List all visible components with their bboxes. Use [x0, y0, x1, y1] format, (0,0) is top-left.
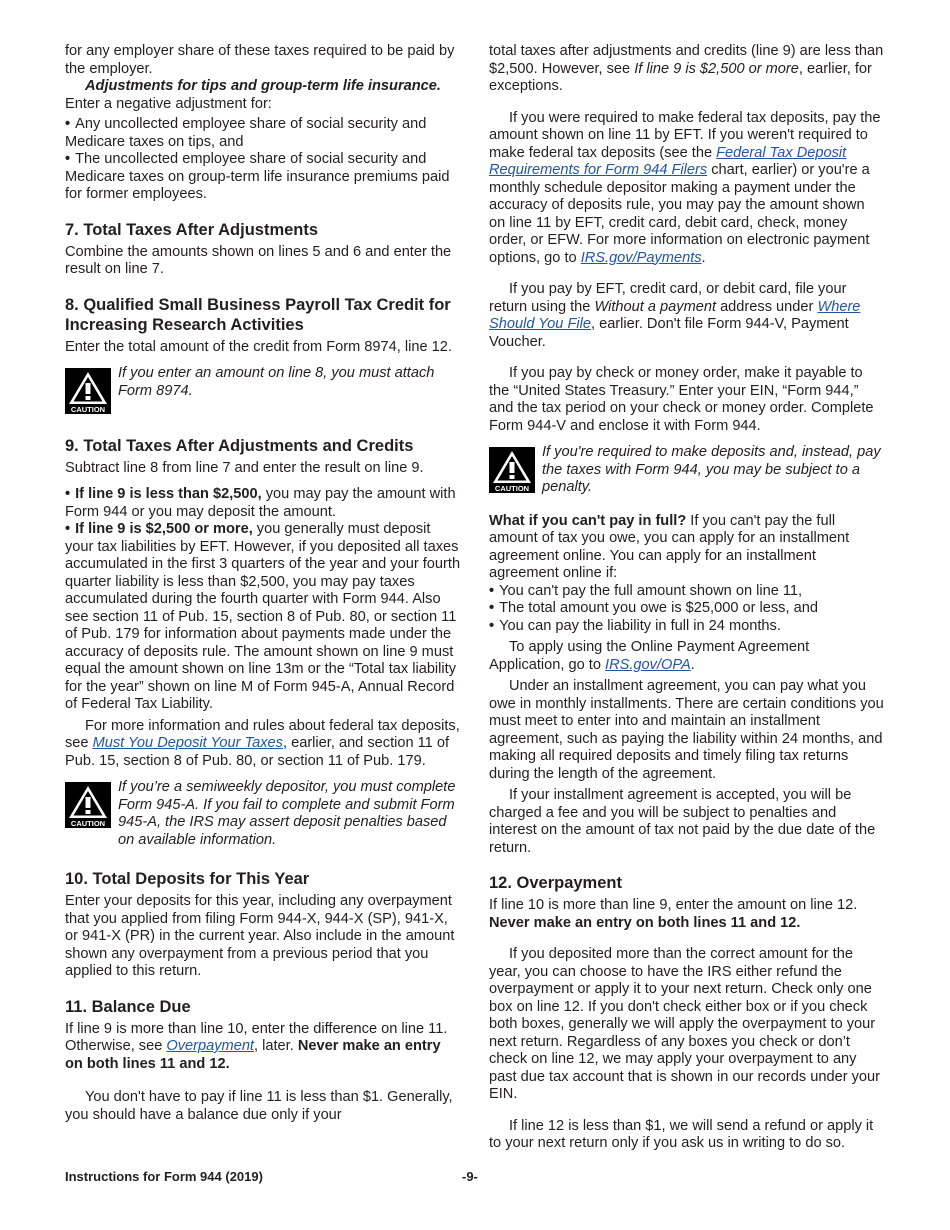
- paragraph: [489, 639, 884, 674]
- right-column: [489, 43, 884, 1153]
- paragraph: Combine the amounts shown on lines 5 and 6 and enter the result on line 7.: [65, 243, 452, 277]
- paragraph: Enter your deposits for this year, including any overpayment that you applied from filing Form 944-X, 944-X (SP), 941-X, or 941-X (PR) in the current year. Also include in the amount shown any overpayment from a previous period that you applied to this return.: [65, 893, 455, 979]
- bold-text: If line 9 is $2,500 or more,: [75, 521, 253, 537]
- list-item: • You can't pay the full amount shown on line 11,: [489, 583, 884, 601]
- footer-title: Instructions for Form 944 (2019): [65, 1169, 263, 1184]
- paragraph: [489, 513, 884, 583]
- list-item: • You can pay the liability in full in 24 months.: [489, 618, 884, 636]
- section-heading-7: 7. Total Taxes After Adjustments: [65, 220, 319, 239]
- page-number: -9-: [462, 1169, 478, 1184]
- caution-label: CAUTION: [494, 484, 530, 493]
- text-run: If you pay by EFT, credit card, or debit card, file your return using the: [489, 281, 847, 315]
- link-irs-opa[interactable]: IRS.gov/OPA: [605, 656, 691, 673]
- caution-icon: [65, 368, 111, 420]
- paragraph: If your installment agreement is accepted, you will be charged a fee and you will be subject to penalties and interest on the amount of tax not paid by the due date of the return.: [489, 787, 876, 856]
- paragraph: If line 12 is less than $1, we will send a refund or apply it to your next return only if you ask us in writing to do so.: [489, 1117, 874, 1151]
- list-item: [65, 486, 461, 521]
- paragraph: Subtract line 8 from line 7 and enter the result on line 9.: [65, 459, 424, 476]
- text-run: , earlier. Don't file Form 944-V, Payment Voucher.: [489, 316, 849, 350]
- bold-text: Never make an entry on both lines 11 and 12.: [65, 1038, 441, 1072]
- paragraph: [489, 281, 884, 351]
- paragraph: If you pay by check or money order, make it payable to the “United States Treasury.” Enter your EIN, “Form 944,” and the tax period on your check or money order. Complete Form 944-V and enclose it with Form 944.: [489, 365, 874, 434]
- section-heading-11: 11. Balance Due: [65, 997, 191, 1016]
- bold-text: What if you can't pay in full?: [489, 512, 687, 529]
- list-item-text: you generally must deposit your tax liabilities by EFT. However, if you deposited all taxes accumulated in the first 3 quarters of the year and your fourth quarter liability is less than $2,500, you may pay taxes accumulated during the fourth quarter with Form 944. Also see section 11 of Pub. 15, section 8 of Pub. 80, or section 11 of Pub. 179 for information about payments made under the accuracy of deposits rule. The amount shown on line 9 must equal the amount shown on line 13m or the “Total tax liability for the year” shown on line M of Form 945-A, Annual Record of Federal Tax Liability.: [65, 521, 461, 712]
- caution-icon: [65, 782, 111, 828]
- section-heading-10: 10. Total Deposits for This Year: [65, 870, 310, 888]
- paragraph: [489, 897, 884, 932]
- caution-label: CAUTION: [70, 819, 106, 828]
- text-run: chart, earlier) or you're a monthly schedule depositor making a payment under the accuracy of deposits rule, you may pay the amount shown on line 11 by EFT, credit card, debit card, check, money order, or EFW. For more information on electronic payment options, go to: [489, 162, 870, 266]
- italic-text: Without a payment: [594, 298, 717, 315]
- bold-text: If line 9 is less than $2,500,: [75, 486, 262, 502]
- paragraph: for any employer share of these taxes required to be paid by the employer.: [65, 43, 455, 77]
- list-item: • The total amount you owe is $25,000 or less, and: [489, 600, 884, 618]
- caution-text: If you're required to make deposits and, instead, pay the taxes with Form 944, you may be subject to a penalty.: [542, 444, 881, 495]
- left-column: [65, 43, 461, 1124]
- caution-icon: [65, 782, 111, 834]
- text-run: , earlier, and section 11 of Pub. 15, section 8 of Pub. 80, or section 11 of Pub. 179.: [65, 735, 450, 769]
- caution-note: [65, 365, 461, 420]
- paragraph: Enter the total amount of the credit from Form 8974, line 12.: [65, 338, 452, 355]
- text-run: , later.: [254, 1038, 298, 1054]
- link-federal-tax-deposit[interactable]: Federal Tax Deposit Requirements for Form 944 Filers: [489, 144, 847, 178]
- caution-label: CAUTION: [70, 405, 106, 414]
- caution-note: [65, 779, 461, 849]
- paragraph: [65, 1021, 461, 1074]
- italic-text: If line 9 is $2,500 or more: [634, 60, 799, 77]
- caution-icon: [65, 368, 111, 414]
- text-run: If line 9 is more than line 10, enter the difference on line 11. Otherwise, see: [65, 1020, 448, 1054]
- list-item-text: you may pay the amount with Form 944 or you may deposit the amount.: [65, 486, 456, 520]
- caution-text: If you enter an amount on line 8, you must attach Form 8974.: [118, 365, 435, 399]
- bold-text: Never make an entry on both lines 11 and 12.: [489, 914, 801, 931]
- list-item: • Any uncollected employee share of social security and Medicare taxes on tips, and: [65, 116, 461, 151]
- paragraph: If you deposited more than the correct amount for the year, you can choose to have the IRS either refund the overpayment or apply it to your next return. Check only one box on line 12. If you don't check either box or if you check both boxes, generally we will apply the overpayment to your next return. Regardless of any boxes you check or don’t check on line 12, we may apply your overpayment to any past due tax account that is shown in our records under your EIN.: [489, 946, 881, 1102]
- text-run: If you can't pay the full amount of tax you owe, you can apply for an installment agreement online. You can apply for an installment agreement online if:: [489, 512, 850, 581]
- paragraph: [65, 78, 461, 96]
- caution-text: If you’re a semiweekly depositor, you must complete Form 945-A. If you fail to complete and submit Form 945-A, the IRS may assert deposit penalties based on available information.: [118, 779, 456, 848]
- text-run: .: [701, 249, 706, 266]
- paragraph: [65, 718, 461, 771]
- link-must-you-deposit[interactable]: Must You Deposit Your Taxes: [92, 735, 283, 751]
- text-run: To apply using the Online Payment Agreement Application, go to: [489, 639, 810, 673]
- paragraph: Under an installment agreement, you can pay what you owe in monthly installments. There are certain conditions you must meet to enter into and maintain an installment agreement, such as paying the liability within 24 months, and making all required deposits and timely filing tax returns during the length of the agreement.: [489, 678, 884, 782]
- text-run: If you were required to make federal tax deposits, pay the amount shown on line 11 by EFT. If you weren't required to make federal tax deposits (see the: [489, 109, 881, 161]
- link-irs-payments[interactable]: IRS.gov/Payments: [580, 249, 702, 266]
- text-run: address under: [716, 298, 818, 315]
- caution-icon: [489, 447, 535, 499]
- paragraph: [489, 43, 884, 96]
- text-run: For more information and rules about federal tax deposits, see: [65, 717, 460, 751]
- text-run: total taxes after adjustments and credits (line 9) are less than $2,500. However, see: [489, 43, 884, 77]
- text-run: If line 10 is more than line 9, enter the amount on line 12.: [489, 897, 858, 913]
- paragraph: Enter a negative adjustment for:: [65, 95, 272, 112]
- list-item: • The uncollected employee share of social security and Medicare taxes on group-term life insurance premiums paid for former employees.: [65, 151, 461, 204]
- caution-note: [489, 444, 884, 499]
- link-overpayment[interactable]: Overpayment: [166, 1038, 254, 1054]
- paragraph: You don't have to pay if line 11 is less than $1. Generally, you should have a balance due only if your: [65, 1089, 453, 1123]
- list-item: [65, 521, 461, 714]
- text-run: , earlier, for exceptions.: [489, 60, 872, 94]
- link-where-should-you-file[interactable]: Where Should You File: [489, 298, 861, 332]
- caution-icon: [489, 447, 535, 493]
- text-run: .: [690, 656, 695, 673]
- section-heading-12: 12. Overpayment: [489, 874, 622, 892]
- paragraph: [489, 110, 884, 268]
- run-in-heading: Adjustments for tips and group-term life insurance.: [85, 78, 441, 94]
- section-heading-8: 8. Qualified Small Business Payroll Tax Credit for Increasing Research Activities: [65, 295, 451, 334]
- section-heading-9: 9. Total Taxes After Adjustments and Credits: [65, 436, 414, 455]
